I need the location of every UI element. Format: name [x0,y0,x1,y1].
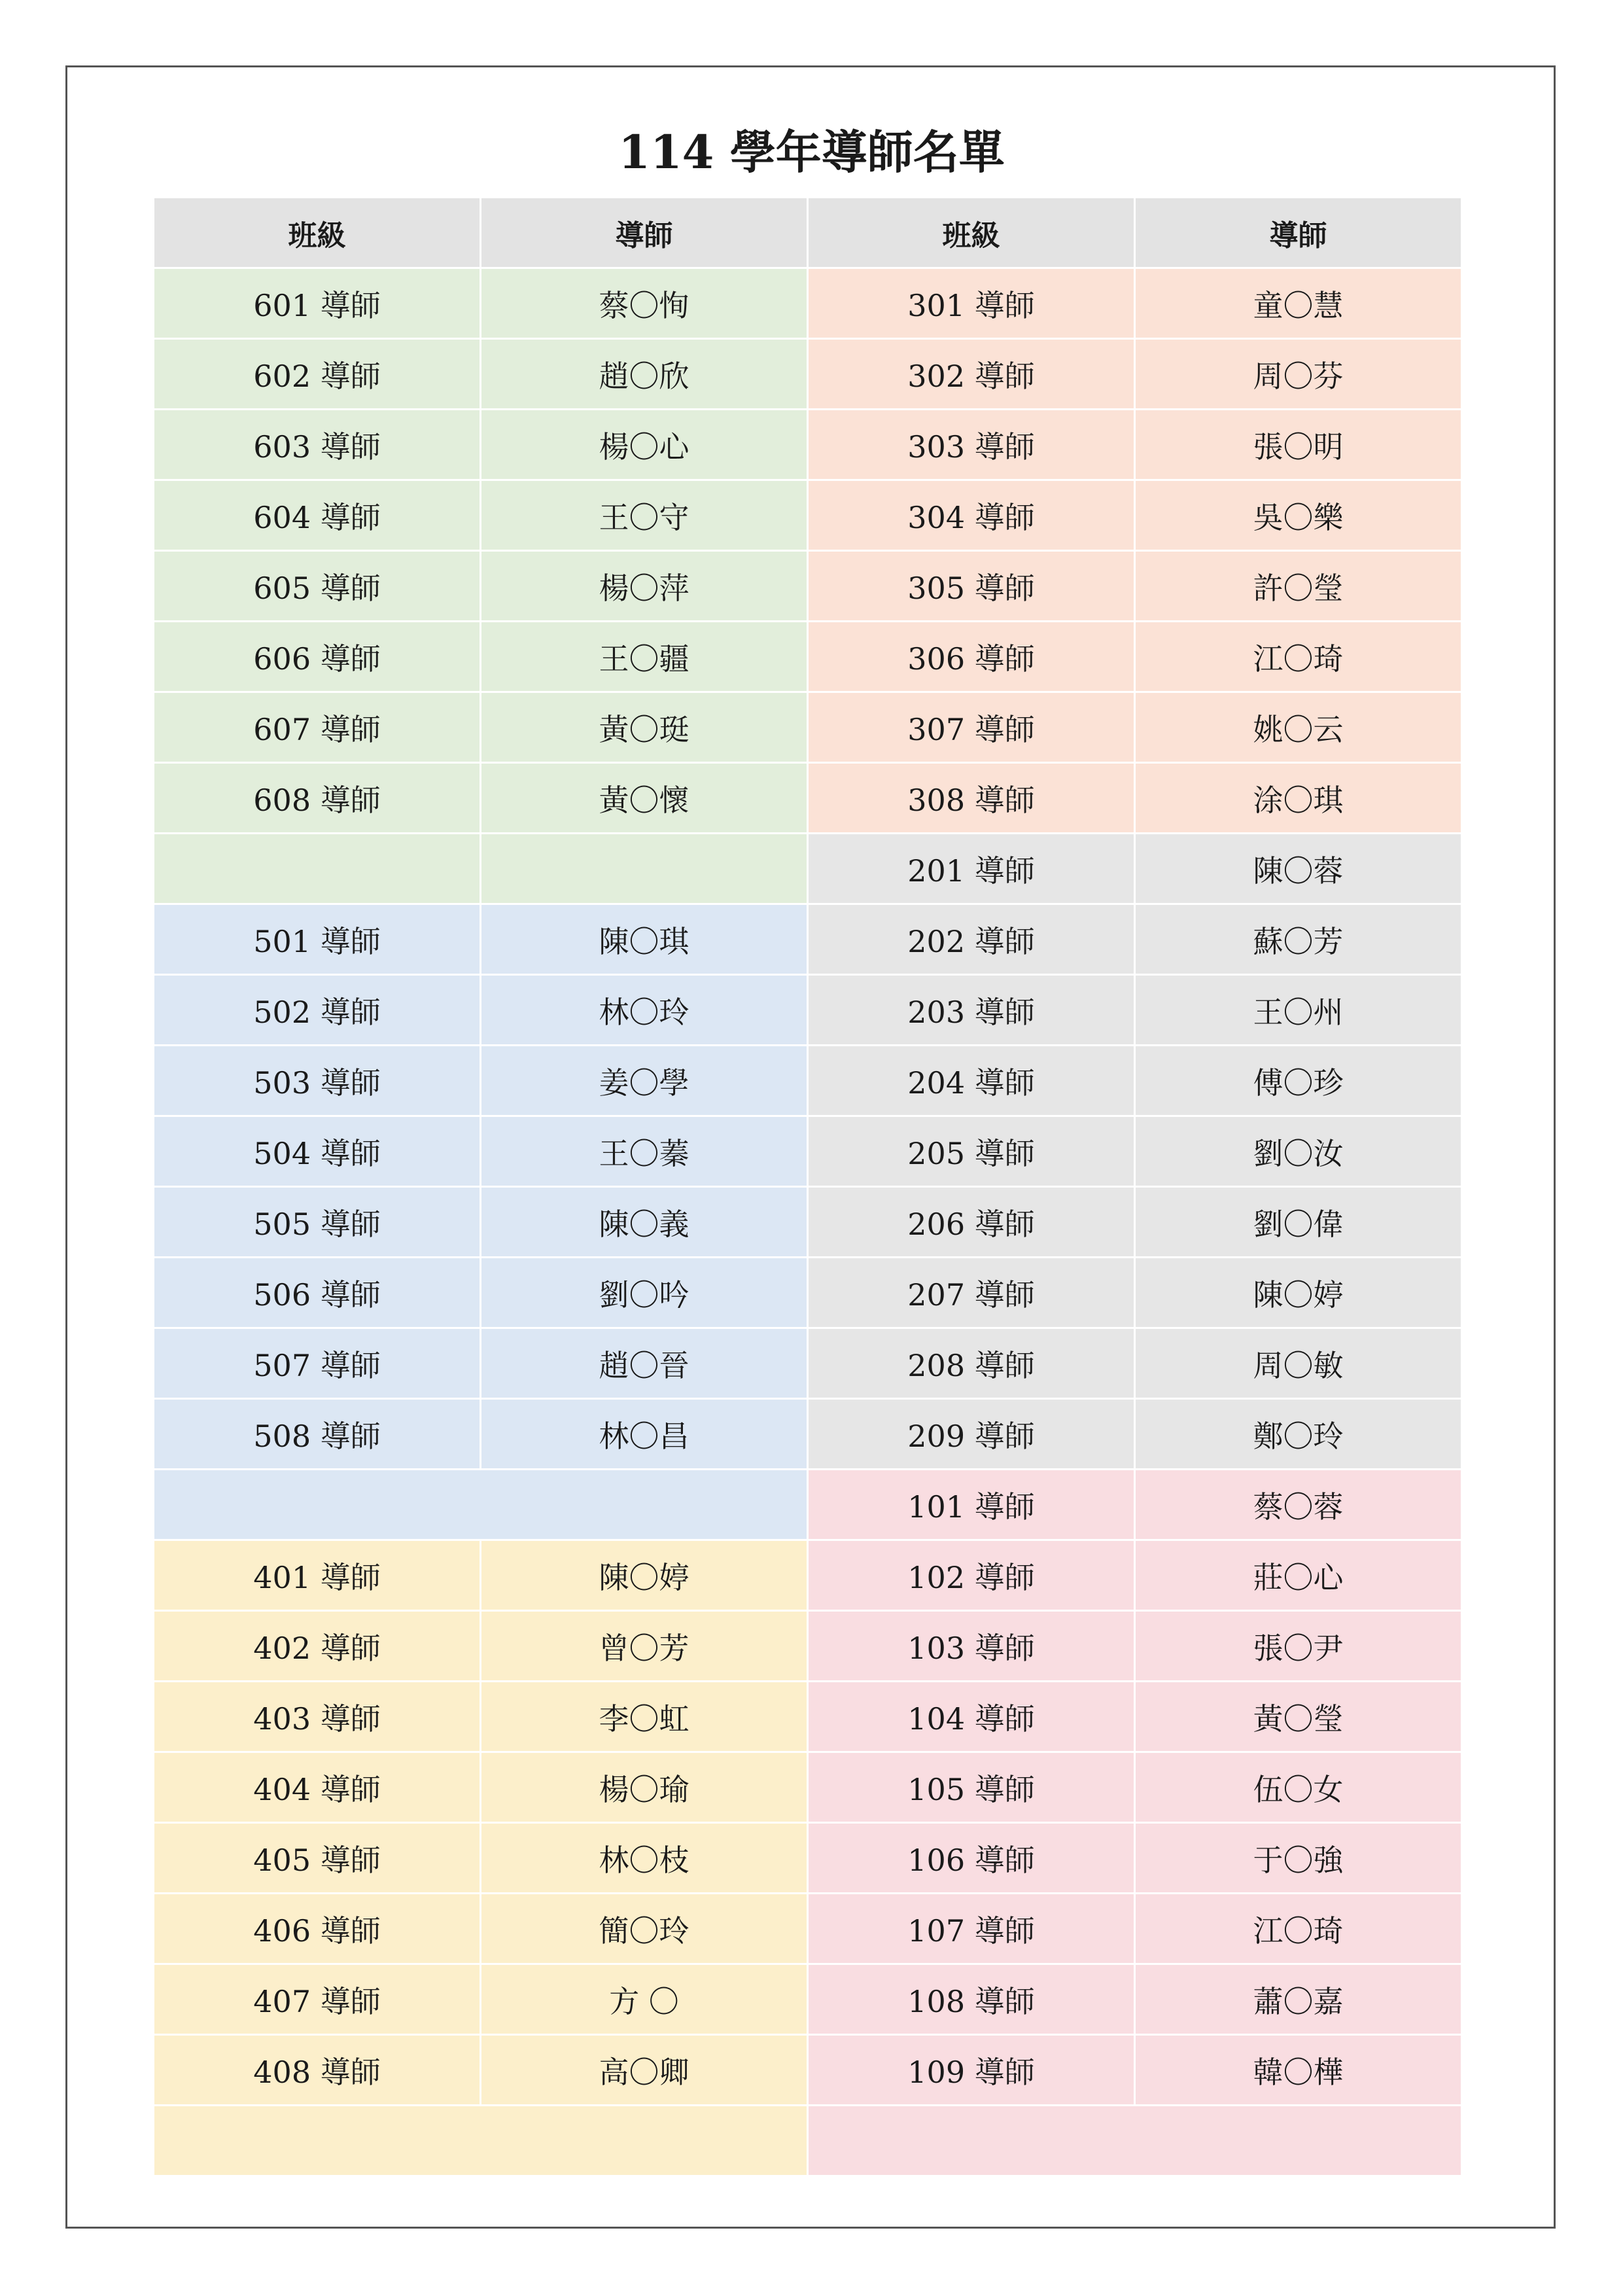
class-cell: 506 導師 [154,1258,480,1327]
teacher-cell: 黃〇瑩 [1136,1682,1461,1751]
teacher-cell: 高〇卿 [481,2036,807,2104]
class-cell: 206 導師 [809,1188,1134,1256]
class-cell: 101 導師 [809,1470,1134,1539]
teacher-cell: 蔡〇蓉 [1136,1470,1461,1539]
class-cell: 603 導師 [154,410,480,479]
class-cell: 305 導師 [809,552,1134,620]
class-cell: 209 導師 [809,1400,1134,1468]
teacher-cell: 黃〇珽 [481,693,807,762]
teacher-cell: 黃〇懷 [481,764,807,832]
teacher-cell: 許〇瑩 [1136,552,1461,620]
teacher-cell: 陳〇婷 [481,1541,807,1610]
class-cell: 106 導師 [809,1824,1134,1892]
teacher-cell: 劉〇汝 [1136,1117,1461,1186]
class-cell: 402 導師 [154,1612,480,1680]
teacher-cell: 楊〇萍 [481,552,807,620]
teacher-cell: 姚〇云 [1136,693,1461,762]
teacher-cell: 王〇疆 [481,622,807,691]
class-cell: 306 導師 [809,622,1134,691]
class-cell: 105 導師 [809,1753,1134,1822]
class-cell: 302 導師 [809,340,1134,408]
teacher-cell: 陳〇婷 [1136,1258,1461,1327]
class-cell: 404 導師 [154,1753,480,1822]
class-cell: 408 導師 [154,2036,480,2104]
class-cell: 103 導師 [809,1612,1134,1680]
teacher-cell: 林〇昌 [481,1400,807,1468]
class-cell: 207 導師 [809,1258,1134,1327]
teacher-cell: 童〇慧 [1136,269,1461,338]
class-cell: 107 導師 [809,1894,1134,1963]
teacher-cell: 江〇琦 [1136,622,1461,691]
teacher-cell: 涂〇琪 [1136,764,1461,832]
column-header: 導師 [1136,198,1461,267]
teacher-cell: 方 〇 [481,1965,807,2034]
table-row-empty [809,2106,1461,2175]
teacher-cell: 林〇玲 [481,976,807,1044]
teacher-cell-empty [481,834,807,903]
class-cell: 503 導師 [154,1046,480,1115]
teacher-cell: 王〇守 [481,481,807,550]
class-cell: 602 導師 [154,340,480,408]
teacher-cell: 李〇虹 [481,1682,807,1751]
class-cell: 301 導師 [809,269,1134,338]
teacher-cell: 江〇琦 [1136,1894,1461,1963]
teacher-cell: 趙〇晉 [481,1329,807,1398]
class-cell: 407 導師 [154,1965,480,2034]
class-cell: 108 導師 [809,1965,1134,2034]
teacher-cell: 張〇明 [1136,410,1461,479]
class-cell: 607 導師 [154,693,480,762]
teacher-cell: 楊〇心 [481,410,807,479]
class-cell-empty [154,834,480,903]
class-cell: 501 導師 [154,905,480,974]
teacher-cell: 吳〇樂 [1136,481,1461,550]
class-cell: 505 導師 [154,1188,480,1256]
teacher-cell: 陳〇蓉 [1136,834,1461,903]
class-cell: 406 導師 [154,1894,480,1963]
teacher-cell: 周〇芬 [1136,340,1461,408]
teacher-cell: 陳〇義 [481,1188,807,1256]
teacher-cell: 于〇強 [1136,1824,1461,1892]
class-cell: 405 導師 [154,1824,480,1892]
teacher-cell: 姜〇學 [481,1046,807,1115]
class-cell: 508 導師 [154,1400,480,1468]
column-header: 班級 [809,198,1134,267]
teacher-cell: 劉〇偉 [1136,1188,1461,1256]
teacher-cell: 楊〇瑜 [481,1753,807,1822]
class-cell: 605 導師 [154,552,480,620]
teacher-cell: 鄭〇玲 [1136,1400,1461,1468]
teacher-cell: 莊〇心 [1136,1541,1461,1610]
class-cell: 403 導師 [154,1682,480,1751]
class-cell: 303 導師 [809,410,1134,479]
class-cell: 601 導師 [154,269,480,338]
teacher-cell: 周〇敏 [1136,1329,1461,1398]
teacher-cell: 蘇〇芳 [1136,905,1461,974]
class-cell: 204 導師 [809,1046,1134,1115]
class-cell: 504 導師 [154,1117,480,1186]
column-header: 班級 [154,198,480,267]
class-cell: 102 導師 [809,1541,1134,1610]
teacher-cell: 曾〇芳 [481,1612,807,1680]
class-cell: 304 導師 [809,481,1134,550]
table-row-empty [154,2106,807,2175]
class-cell: 202 導師 [809,905,1134,974]
class-cell: 308 導師 [809,764,1134,832]
class-cell: 502 導師 [154,976,480,1044]
teacher-cell: 伍〇女 [1136,1753,1461,1822]
column-header: 導師 [481,198,807,267]
teacher-cell: 張〇尹 [1136,1612,1461,1680]
class-cell: 307 導師 [809,693,1134,762]
class-cell: 401 導師 [154,1541,480,1610]
teacher-cell: 王〇州 [1136,976,1461,1044]
teacher-cell: 韓〇樺 [1136,2036,1461,2104]
class-cell: 608 導師 [154,764,480,832]
class-cell: 606 導師 [154,622,480,691]
teacher-cell: 王〇蓁 [481,1117,807,1186]
teacher-cell: 傅〇珍 [1136,1046,1461,1115]
teacher-cell: 林〇枝 [481,1824,807,1892]
class-cell: 507 導師 [154,1329,480,1398]
class-cell: 604 導師 [154,481,480,550]
class-cell: 201 導師 [809,834,1134,903]
teacher-cell: 蕭〇嘉 [1136,1965,1461,2034]
teacher-cell: 趙〇欣 [481,340,807,408]
table-row-empty [154,1470,807,1539]
teacher-cell: 蔡〇恂 [481,269,807,338]
teacher-cell: 劉〇吟 [481,1258,807,1327]
class-cell: 104 導師 [809,1682,1134,1751]
teacher-cell: 簡〇玲 [481,1894,807,1963]
class-cell: 205 導師 [809,1117,1134,1186]
class-cell: 208 導師 [809,1329,1134,1398]
teacher-cell: 陳〇琪 [481,905,807,974]
class-cell: 109 導師 [809,2036,1134,2104]
page-title: 114 學年導師名單 [618,125,1005,179]
class-cell: 203 導師 [809,976,1134,1044]
